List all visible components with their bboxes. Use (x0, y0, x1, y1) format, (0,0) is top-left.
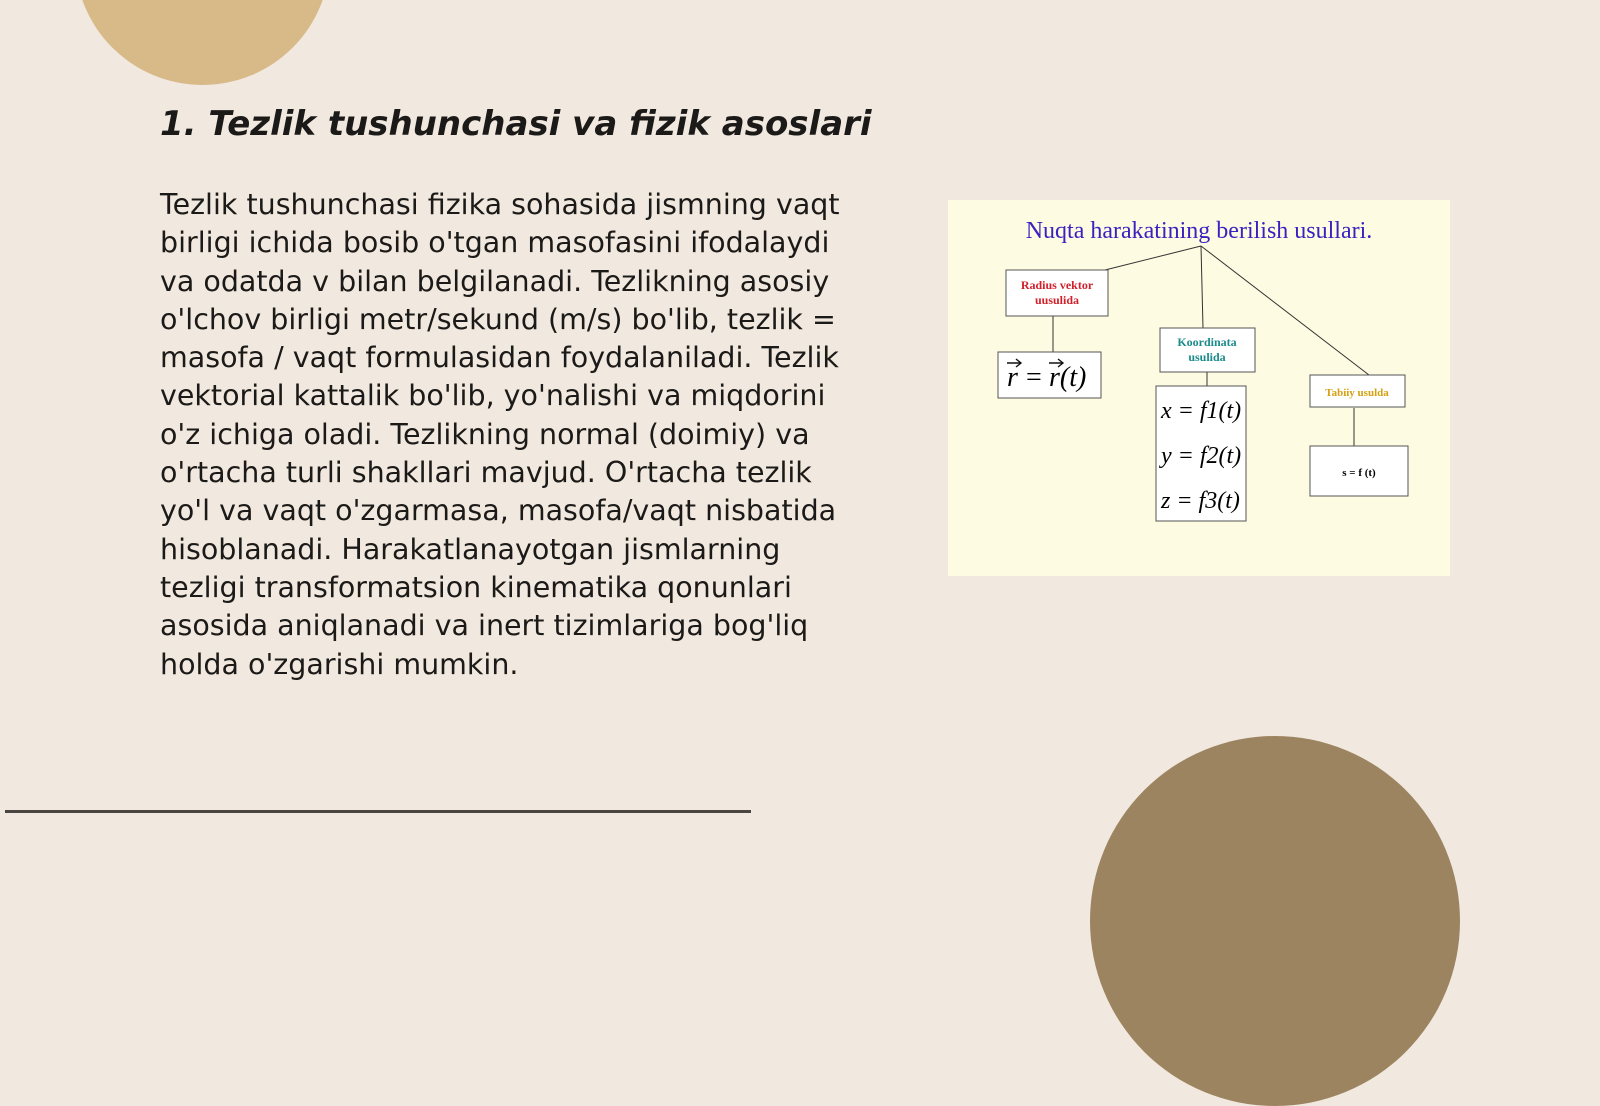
diagram-svg (948, 200, 1450, 576)
radius-formula-lhs: r (1007, 362, 1018, 393)
decorative-circle-bottom (1090, 736, 1460, 1106)
motion-methods-diagram (948, 200, 1450, 576)
coordinate-method-label-line1: Koordinata (1177, 335, 1237, 349)
coordinate-eq-z: z = f3(t) (1161, 488, 1240, 514)
divider-line (5, 810, 751, 813)
connector-radius (1105, 246, 1201, 270)
slide-paragraph: Tezlik tushunchasi fizika sohasida jismning vaqt birligi ichida bosib o'tgan masofasini ifodalaydi va odatda v bilan belgilanadi. Tezlikning asosiy o'lchov birligi metr/sekund (m/s) bo'lib, tezlik = masofa / vaqt formulasidan foydalaniladi. Tezlik vektorial kattalik bo'lib, yo'nalishi va miqdorini o'z ichiga oladi. Tezlikning normal (doimiy) va o'rtacha turli shakllari mavjud. O'rtacha tezlik yo'l va vaqt o'zgarmasa, masofa/vaqt nisbatida hisoblanadi. Harakatlanayotgan jismlarning tezligi transformatsion kinematika qonunlari asosida aniqlanadi va inert tizimlariga bog'liq holda o'zgarishi mumkin. (160, 188, 840, 681)
connector-coordinate (1201, 246, 1203, 328)
natural-method-label: Tabiiy usulda (1325, 387, 1389, 399)
natural-formula: s = f (t) (1342, 467, 1376, 479)
diagram-title: Nuqta harakatining berilish usullari. (1025, 218, 1373, 244)
radius-method-label-line2: uusulida (1034, 293, 1080, 307)
coordinate-eq-x: x = f1(t) (1161, 398, 1242, 424)
radius-formula-rhs: r(t) (1049, 362, 1087, 393)
coordinate-eq-y: y = f2(t) (1161, 443, 1242, 469)
coordinate-method-label-line2: usulida (1188, 350, 1226, 364)
radius-formula-eq: = (1026, 362, 1042, 393)
radius-method-label-line1: Radius vektor (1020, 278, 1094, 292)
slide-title: 1. Tezlik tushunchasi va fizik asoslari (160, 104, 872, 144)
decorative-circle-top (75, 0, 330, 85)
